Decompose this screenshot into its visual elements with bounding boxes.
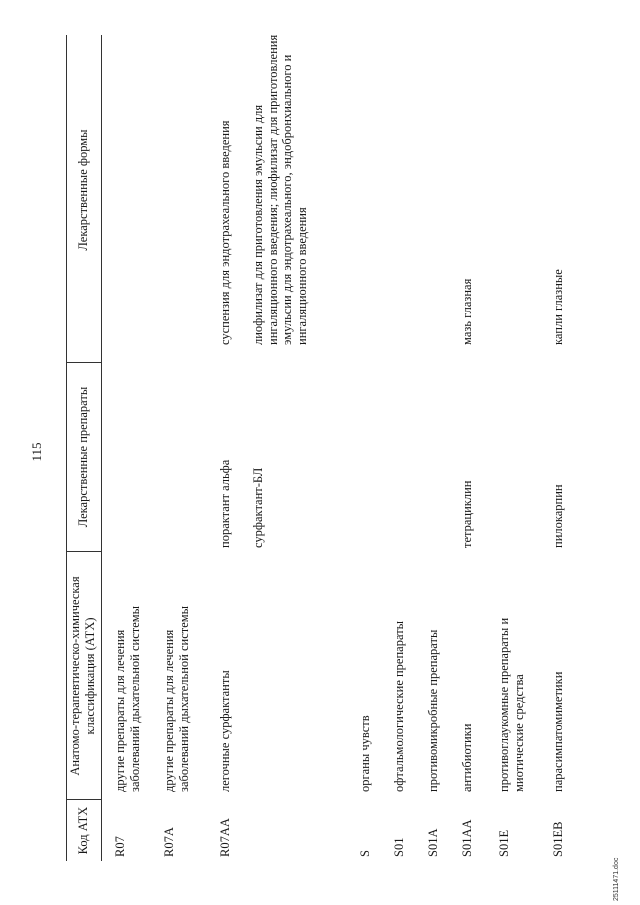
row-s01eb-code: S01EB: [551, 821, 565, 857]
row-s01eb-form: капли глазные: [551, 269, 565, 345]
row-s01e-code: S01E: [497, 829, 511, 857]
row-s01aa-atc: антибиотики: [460, 723, 474, 792]
row-s01a-atc: противомикробные препараты: [426, 629, 440, 792]
header-code: Код АТХ: [76, 806, 90, 855]
row-surfactant-form: лиофилизат для приготовления эмульсии для ингаляционного введения; лиофилизат для приготовления эмульсии для эндотрахеального, эндобронхиального и ингаляционного введения: [251, 34, 309, 345]
row-s01e-atc: противоглаукомные препараты и миотические средства: [497, 617, 526, 792]
row-r07-atc: другие препараты для лечения заболеваний дыхательной системы: [113, 605, 142, 792]
table-top-rule: [66, 35, 67, 861]
row-r07aa-code: R07AA: [218, 818, 232, 857]
row-r07aa-drug: порактант альфа: [218, 459, 232, 548]
header-atc: Анатомо-терапевтическо-химическая классификация (АТХ): [68, 576, 97, 776]
column-divider-2: [66, 551, 101, 552]
row-s01aa-code: S01AA: [460, 819, 474, 857]
header-drugs: Лекарственные препараты: [76, 386, 90, 528]
column-divider-3: [66, 362, 101, 363]
row-r07a-atc: другие препараты для лечения заболеваний дыхательной системы: [162, 605, 191, 792]
row-r07aa-form: суспензия для эндотрахеального введения: [218, 120, 232, 345]
row-s01eb-atc: парасимпатомиметики: [551, 671, 565, 792]
row-s01-atc: офтальмологические препараты: [392, 620, 406, 792]
row-s-atc: органы чувств: [358, 715, 372, 792]
row-r07a-code: R07A: [162, 827, 176, 857]
row-s01a-code: S01A: [426, 828, 440, 857]
row-s01eb-drug: пилокарпин: [551, 484, 565, 548]
page-number: 115: [29, 442, 44, 462]
row-r07aa-atc: легочные сурфактанты: [218, 670, 232, 792]
table-header-rule: [101, 35, 102, 861]
footer-doc-id: 25111471.doc: [613, 857, 620, 901]
row-s01aa-drug: тетрациклин: [460, 480, 474, 548]
row-s01aa-form: мазь глазная: [460, 278, 474, 345]
row-s-code: S: [358, 850, 372, 857]
row-r07-code: R07: [113, 836, 127, 857]
row-s01-code: S01: [392, 837, 406, 857]
header-forms: Лекарственные формы: [76, 129, 90, 251]
row-surfactant-drug: сурфактант-БЛ: [251, 467, 265, 548]
